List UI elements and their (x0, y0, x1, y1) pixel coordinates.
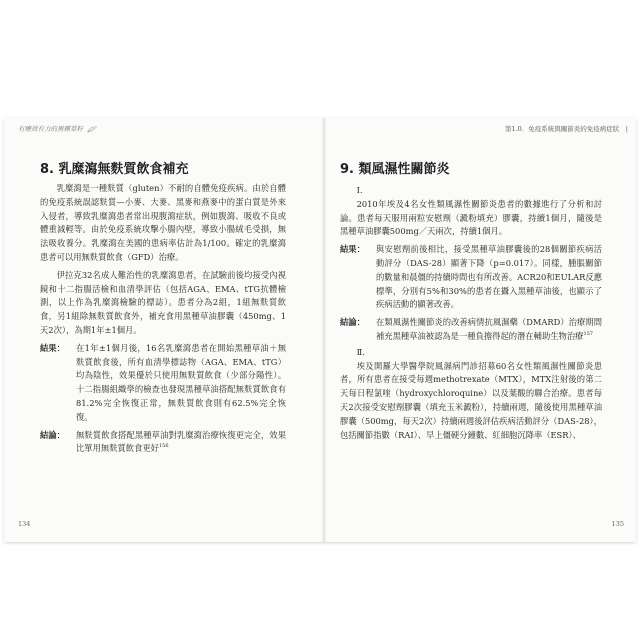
right-running-header: 第1.0．免疫系統與關節炎的免疫病症狀 | (504, 125, 628, 133)
result-block (40, 342, 286, 425)
leaf-ornament-icon (87, 126, 97, 133)
result-label: 結果： (340, 244, 365, 255)
result-text: 與安慰劑前後相比，接受黑種草油膠囊後的28個關節疾病活動評分（DAS-28）顯著下降（p=0.017）。同樣，腫脹關節的數量和晨僵的持續時間也有所改善。ACR20和EULAR反應標準，分別有5%和30%的患者在攝入黑種草油後，也顯示了疾病活動的顯著改善。 (376, 244, 602, 310)
page-number: 134 (18, 520, 31, 528)
section-title: 9. 類風濕性關節炎 (340, 162, 450, 177)
conclusion-text: 在類風濕性關節炎的改善病情抗風濕藥（DMARD）治療期間補充黑種草油被認為是一種負擔得起的潛在輔助生物治療$^{157}$ (376, 317, 602, 341)
conclusion-text: 無麩質飲食搭配黑種草油對乳糜瀉治療恢復更完全，效果比單用無麩質飲食更好$^{156}$ (76, 429, 286, 454)
conclusion-label: 結論： (40, 429, 65, 440)
left-page (4, 118, 322, 542)
page-number: 135 (611, 520, 624, 528)
part-label: Ⅰ. (356, 185, 363, 195)
right-body-text (340, 182, 602, 442)
result-text: 在1年±1個月後，16名乳糜瀉患者在開始黑種草油＋無麩質飲食後，所有血清學標誌物（AGA、EMA、tTG）均為陰性，效果優於只使用無麩質飲食（少部分陽性）。十二指腸組織學的檢查也發現黑種草油搭配無麩質飲食有81.2%完全恢復正常，無麩質飲食則有62.5%完全恢復。 (76, 342, 286, 422)
paragraph: 伊拉克32名成人難治性的乳糜瀉患者，在試驗前後均接受內視鏡和十二指腸活檢和血清學評估（包括AGA、EMA、tTG抗體檢測，以上作為乳糜瀉檢驗的標誌）。患者分為2組，1組無麩質飲食，另1組除無麩質飲食外，補充食用黑種草油膠囊（450mg、1天2次），為期1年±1個月。 (40, 269, 286, 335)
book-spread (4, 118, 636, 542)
left-running-header: 有療效有力的黑種草籽 (18, 124, 97, 133)
conclusion-block (40, 429, 286, 457)
result-block (340, 243, 602, 312)
left-body-text (40, 182, 286, 456)
paragraph: 2010年埃及4名女性類風濕性關節炎患者的數據進行了分析和討論。患者每天服用兩粒安慰劑（澱粉填充）膠囊，持續1個月，隨後是黑種草油膠囊500mg／天兩次，持續1個月。 (340, 198, 602, 237)
conclusion-label: 結論： (340, 317, 365, 328)
paragraph: 埃及開羅大學醫學院風濕病門診招募60名女性類風濕性關節炎患者，所有患者在接受每週methotrexate（MTX），MTX注射後的第二天每日程氯喹（hydroxychloroquine）以及葉酸的聯合治療。患者每天2次接受安慰劑膠囊（填充玉米澱粉），持續兩週，隨後使用黑種草油膠囊（500mg，每天2次）持續兩週後評估疾病活動評分（DAS-28），包括關節指數（RAI）、早上僵硬分鐘數、紅細胞沉降率（ESR）、 (340, 360, 602, 440)
right-page (326, 118, 636, 542)
paragraph: 乳糜瀉是一種麩質（gluten）不耐的自體免疫疾病。由於自體的免疫系統誤認麩質—小麥、大麥、黑麥和燕麥中的蛋白質是外來入侵者，導致乳糜瀉患者常出現腹瀉症狀，例如腹瀉、吸收不良或體重減輕等。由於免疫系統攻擊小腸內壁，導致小腸絨毛受損，無法吸收養分。乳糜瀉在美國的患病率估計為1/100。確定的乳糜瀉患者可以用無麩質飲食（GFD）治療。 (40, 183, 286, 262)
part-label: Ⅱ. (356, 346, 365, 357)
section-title: 8. 乳糜瀉無麩質飲食補充 (40, 162, 189, 177)
result-label: 結果： (40, 342, 65, 353)
reference-number: 156 (158, 443, 169, 450)
conclusion-block (340, 316, 602, 344)
reference-number: 157 (583, 331, 593, 338)
